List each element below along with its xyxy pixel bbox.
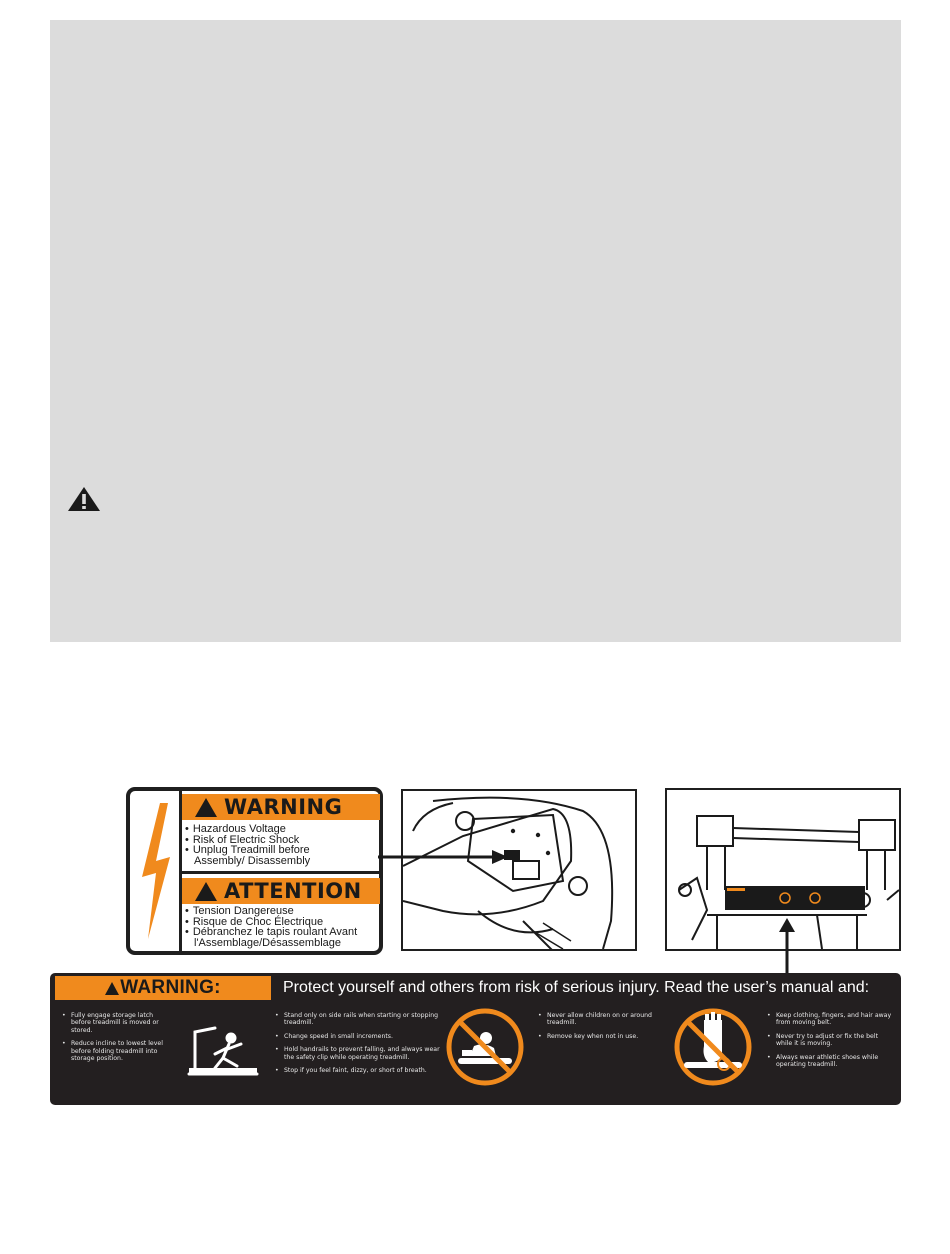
warning-title: WARNING: [120,977,221,998]
warning-header [182,794,380,820]
content-panel [50,20,901,642]
list-item: • Tension Dangereuse [185,906,357,917]
list-item: • Always wear athletic shoes while operating treadmill. [767,1054,892,1069]
warning-triangle-icon [195,882,217,901]
list-item: • Unplug Treadmill before [185,845,310,856]
instruction-column [62,1012,174,1068]
list-item: • Remove key when not in use. [538,1033,653,1040]
motor-hood-drawing [403,791,635,949]
safety-warning-decal [50,973,901,1105]
list-item: • Keep clothing, fingers, and hair away from moving belt. [767,1012,892,1027]
lightning-bolt-icon [138,799,174,943]
list-item: l'Assemblage/Désassemblage [194,936,342,949]
no-hands-icon [672,1006,754,1088]
list-item: • Débranchez le tapis roulant Avant [185,927,357,938]
fall-hazard-icon [185,1018,263,1078]
warning-title: WARNING [224,795,343,819]
warning-triangle-icon [105,982,119,995]
attention-header [182,878,380,904]
list-item: • Fully engage storage latch before treadmill is moved or stored. [62,1012,174,1034]
list-item: • Stop if you feel faint, dizzy, or short of breath. [275,1067,445,1074]
warning-tagline: Protect yourself and others from risk of serious injury. Read the user’s manual and: [283,979,870,996]
electrical-warning-decal [126,787,383,955]
instruction-column [275,1012,445,1080]
instruction-column [538,1012,653,1046]
instruction-column [767,1012,892,1074]
motor-hood-illustration [401,789,637,951]
list-item: • Reduce incline to lowest level before folding treadmill into storage position. [62,1040,174,1062]
list-item: • Stand only on side rails when starting or stopping treadmill. [275,1012,445,1027]
pointer-arrow-up [778,918,796,978]
warning-header [55,976,271,1000]
no-children-icon [444,1006,526,1088]
list-item: • Never try to adjust or fix the belt while it is moving. [767,1033,892,1048]
attention-title: ATTENTION [224,879,362,903]
warning-list-fr [185,906,357,948]
decal-placement [725,886,865,910]
pointer-arrow [378,850,508,864]
list-item: Assembly/ Disassembly [194,854,311,867]
list-item: • Risk of Electric Shock [185,835,310,846]
list-item: • Never allow children on or around treadmill. [538,1012,653,1027]
caution-triangle-icon [67,486,101,512]
list-item: • Hold handrails to prevent falling, and always wear the safety clip while operating treadmill. [275,1046,445,1061]
warning-triangle-icon [195,798,217,817]
warning-list-en [185,824,310,866]
decal-divider [179,871,383,874]
list-item: • Change speed in small increments. [275,1033,445,1040]
list-item: • Risque de Choc Électrique [185,917,357,928]
list-item: • Hazardous Voltage [185,824,310,835]
